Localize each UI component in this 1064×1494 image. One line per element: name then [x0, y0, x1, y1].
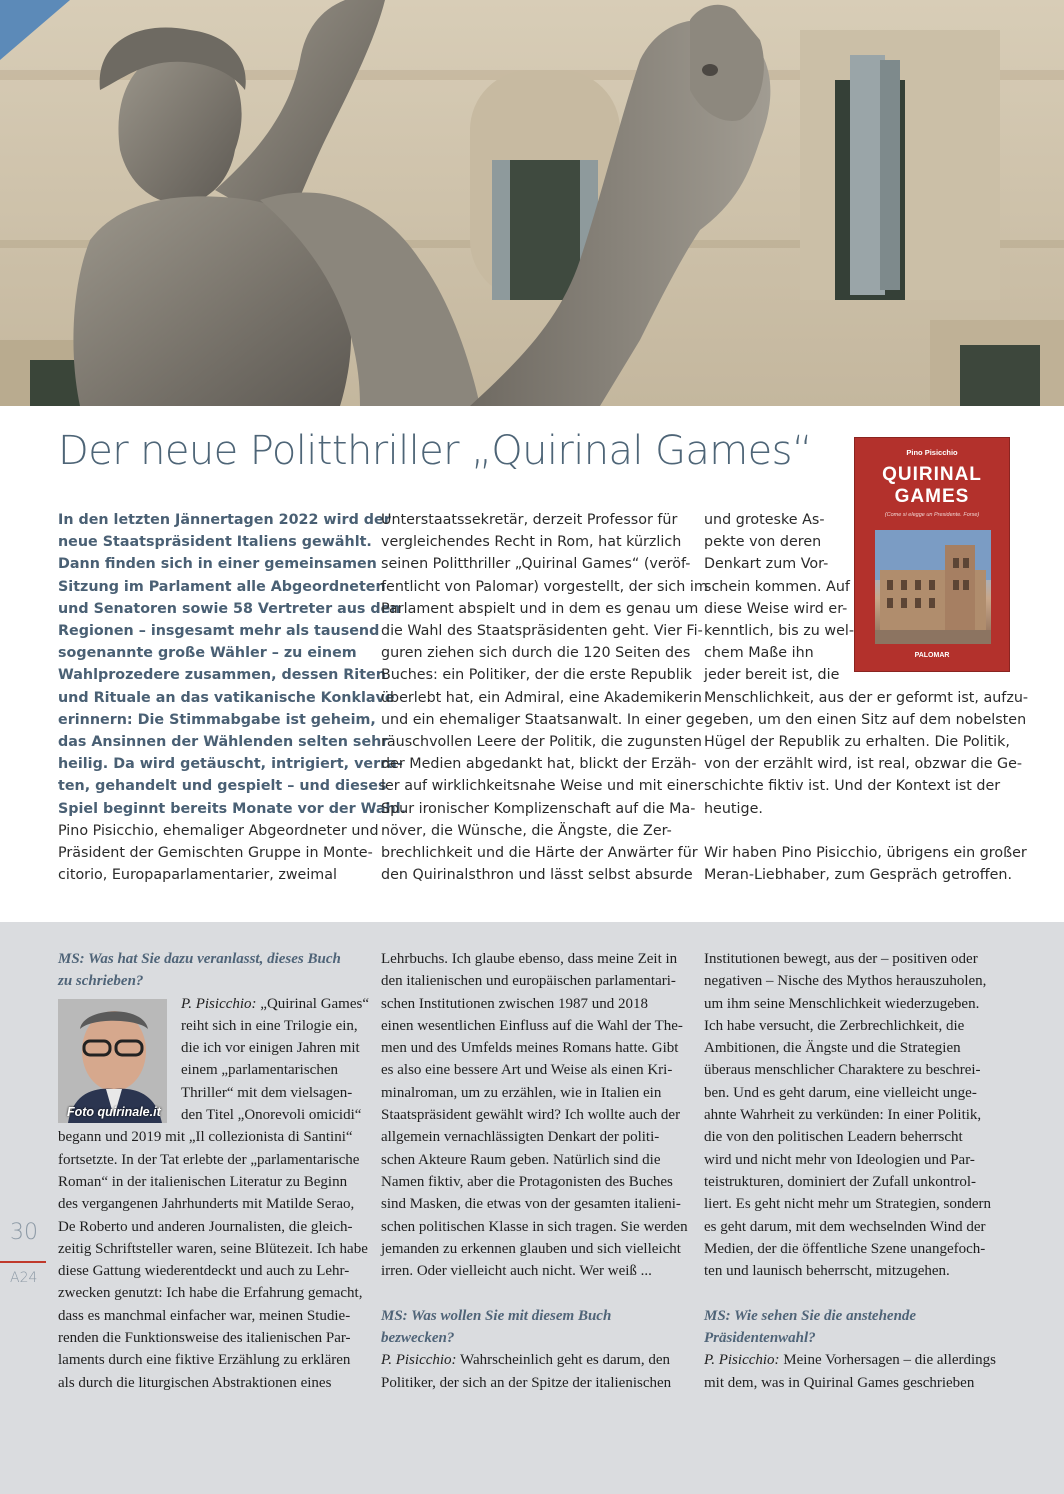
question-2-line: MS: Was wollen Sie mit diesem Buch: [381, 1307, 612, 1324]
intro-lead-line: erinnern: Die Stimmabgabe ist geheim,: [58, 711, 376, 728]
intro-text-line: und ein ehemaliger Staatsanwalt. In einer ge-: [381, 711, 709, 728]
answer-line: den italienischen und europäischen parlamentari-: [381, 973, 676, 990]
photo-credit: Foto quirinale.it: [67, 1105, 161, 1119]
intro-text-line: diese Weise wird er-: [704, 600, 848, 617]
answer-line: Politiker, der sich an der Spitze der italienischen: [381, 1374, 672, 1391]
answer-line: als durch die liturgischen Abstraktionen eines: [58, 1374, 332, 1391]
intro-column-1: [58, 509, 407, 886]
intro-lead-line: Wahlprozedere zusammen, dessen Riten: [58, 667, 386, 684]
intro-text-line: növer, die Wünsche, die Ängste, die Zer-: [381, 822, 672, 839]
answer-line: laments durch eine fiktive Erzählung zu erklären: [58, 1352, 351, 1369]
answer-line: des vergangenen Jahrhunderts mit Matilde Serao,: [58, 1196, 355, 1213]
answer-line: schen politischen Klasse in sich tragen. Sie werden: [381, 1218, 688, 1235]
intro-text-line: Buches: ein Politiker, der die erste Republik: [381, 667, 692, 684]
intro-text-line: Parlament abspielt und in dem es genau um: [381, 600, 699, 617]
answer-line: Institutionen bewegt, aus der – positiven oder: [704, 951, 978, 967]
intro-lead-line: und Senatoren sowie 58 Vertreter aus den: [58, 600, 401, 617]
intro-lead-line: In den letzten Jännertagen 2022 wird der: [58, 512, 391, 528]
page-rule: [0, 1261, 46, 1263]
intro-text-line: fentlicht von Palomar) vorgestellt, der sich im: [381, 578, 708, 595]
answer-line: schen Institutionen zwischen 1987 und 2018: [381, 995, 649, 1012]
intro-lead-line: sogenannte große Wähler – zu einem: [58, 645, 357, 662]
intro-text-line: kenntlich, bis zu wel-: [704, 623, 855, 640]
book-subtitle: (Come si elegge un Presidente. Forse): [884, 512, 980, 518]
intro-lead-line: heilig. Da wird getäuscht, intrigiert, verra-: [58, 756, 403, 773]
answer-line: teistrukturen, dominiert der Zufall unkontrol-: [704, 1173, 977, 1190]
answer-line: liert. Es geht nicht mehr um Strategien, sondern: [704, 1196, 992, 1213]
speaker-label: P. Pisicchio:: [381, 1352, 457, 1369]
intro-text-line: Spur ironischer Komplizenschaft auf die Ma-: [381, 800, 696, 817]
answer-line: Staatspräsident gewählt wird? Ich wollte auch der: [381, 1107, 681, 1124]
answer-line: fortsetzte. In der Tat erlebte der „parlamentarische: [58, 1151, 360, 1168]
answer-line: dass es manchmal einfacher war, meinen Studie-: [58, 1307, 351, 1324]
answer-line: jemanden zu erkennen glauben und sich vielleicht: [381, 1240, 681, 1257]
intro-text-line: überlebt hat, ein Admiral, eine Akademikerin: [381, 689, 702, 706]
question-1-line: MS: Was hat Sie dazu veranlasst, dieses Buch: [58, 951, 341, 967]
intro-text-line: Hügel der Republik zu erhalten. Die Politik,: [704, 734, 1010, 751]
answer-line: ahnte Wahrheit zu verkünden: In einer Politik,: [704, 1107, 982, 1124]
intro-lead-line: Sitzung im Parlament alle Abgeordneten: [58, 578, 386, 595]
answer-line: Thriller“ mit dem vielsagen-: [181, 1084, 353, 1101]
intro-text-line: vergleichendes Recht in Rom, hat kürzlich: [381, 534, 682, 551]
intro-text-line: citorio, Europaparlamentarier, zweimal: [58, 867, 337, 884]
intro-lead-line: Spiel beginnt bereits Monate vor der Wahl.: [58, 800, 407, 817]
intro-lead-line: ten, gehandelt und gespielt – und dieses: [58, 778, 387, 795]
answer-line: Roman“ in der italienischen Literatur zu Beginn: [58, 1173, 348, 1190]
intro-text-line: chem Maße ihn: [704, 645, 814, 662]
answer-line: Meine Vorhersagen – die allerdings: [783, 1352, 997, 1369]
intro-lead-line: das Ansinnen der Wählenden selten sehr: [58, 734, 389, 751]
answer-line: wird und nicht mehr von Ideologien und Par-: [704, 1151, 975, 1168]
answer-line: Namen fiktiv, aber die Protagonisten des Buches: [381, 1173, 673, 1190]
intro-text-line: schein kommen. Auf: [704, 578, 850, 595]
intro-text-line: Unterstaatssekretär, derzeit Professor für: [381, 512, 678, 528]
intro-column-2: [381, 509, 709, 886]
intro-text-line: pekte von deren: [704, 534, 822, 551]
answer-line: einem „parlamentarischen: [181, 1062, 339, 1079]
intro-text-line: Menschlichkeit, aus der er geformt ist, aufzu-: [704, 689, 1029, 706]
intro-text-line: jeder bereit ist, die: [704, 667, 840, 684]
answer-line: mit dem, was in Quirinal Games geschrieben: [704, 1374, 975, 1391]
intro-lead-line: Dann finden sich in einer gemeinsamen: [58, 556, 377, 573]
question-2-line: bezwecken?: [381, 1330, 455, 1347]
intro-text-line: Wir haben Pino Pisicchio, übrigens ein großer: [704, 845, 1027, 862]
answer-line: „Quirinal Games“: [260, 995, 370, 1012]
answer-line: einen wesentlichen Einfluss auf die Wahl der The-: [381, 1017, 683, 1034]
question-1-line: zu schrieben?: [58, 973, 144, 990]
intro-text-line: die Wahl des Staatspräsidenten geht. Vier Fi-: [381, 623, 703, 640]
intro-text-line: und groteske As-: [704, 512, 825, 528]
speaker-label: P. Pisicchio:: [181, 995, 257, 1012]
answer-line: Medien, der die öffentliche Szene unangefoch-: [704, 1240, 986, 1257]
answer-line: reiht sich in eine Trilogie ein,: [181, 1017, 358, 1034]
answer-line: Ich habe versucht, die Zerbrechlichkeit, die: [704, 1017, 965, 1034]
intro-text-line: von der erzählt wird, ist real, obzwar die Ge-: [704, 756, 1023, 773]
answer-line: die von den politischen Leadern beherrscht: [704, 1129, 963, 1146]
book-author: Pino Pisicchio: [906, 448, 958, 457]
book-publisher: PALOMAR: [914, 652, 950, 659]
answer-line: es also eine bessere Art und Weise als einen Kri-: [381, 1062, 673, 1079]
answer-line: ben. Und es geht darum, eine vielleicht unge-: [704, 1084, 977, 1101]
answer-line: um ihm seine Menschlichkeit wiederzugeben.: [704, 995, 980, 1012]
answer-line: diese Gattung wiederentdeckt und auch zu Lehr-: [58, 1263, 350, 1280]
answer-line: den Titel „Onorevoli omicidi“: [181, 1107, 362, 1124]
question-3-line: Präsidentenwahl?: [704, 1330, 816, 1347]
interview-column-2: [381, 948, 691, 1394]
answer-line: allgemein vernachlässigten Denkart der politi-: [381, 1129, 660, 1146]
intro-text-line: geben, um den einen Sitz auf dem nobelsten: [704, 711, 1027, 728]
answer-line: schen Akteure Raum geben. Natürlich sind die: [381, 1151, 661, 1168]
answer-line: es geht darum, mit dem wechselnden Wind der: [704, 1218, 986, 1235]
intro-text-line: Pino Pisicchio, ehemaliger Abgeordneter und: [58, 822, 379, 839]
intro-text-line: heutige.: [704, 800, 763, 817]
answer-line: Ambitionen, die Ängste und die Strategien: [704, 1040, 961, 1057]
intro-text-line: seinen Politthriller „Quirinal Games“ (veröf-: [381, 556, 691, 573]
answer-line: Wahrscheinlich geht es darum, den: [460, 1352, 671, 1369]
answer-line: zwecken genutzt: Ich habe die Erfahrung gemacht,: [58, 1285, 363, 1302]
answer-line: minalroman, um zu erzählen, wie in Italien ein: [381, 1084, 662, 1101]
intro-column-3: [704, 509, 1029, 886]
intro-text-line: Präsident der Gemischten Gruppe in Monte-: [58, 845, 373, 862]
answer-line: negativen – Nische des Mythos herauszuholen,: [704, 973, 987, 990]
book-title-line1: QUIRINAL: [882, 464, 982, 485]
interview-column-1: [58, 948, 368, 1394]
answer-line: De Roberto und anderen Journalisten, die gleich-: [58, 1218, 353, 1235]
intro-text-line: räuschvollen Leere der Politik, die zugunsten: [381, 734, 702, 751]
hero-photo: [0, 0, 1064, 406]
answer-line: renden die Funktionsweise des italienischen Par-: [58, 1330, 351, 1347]
page-code: A24: [10, 1270, 38, 1286]
intro-lead-line: Regionen – insgesamt mehr als tausend: [58, 623, 380, 640]
intro-text-line: ler auf wirklichkeitsnahe Weise und mit einer: [381, 778, 704, 795]
intro-text-line: brechlichkeit und die Härte der Anwärter für: [381, 845, 698, 862]
intro-lead-line: und Rituale an das vatikanische Konklave: [58, 689, 395, 706]
answer-line: die ich vor einigen Jahren mit: [181, 1040, 360, 1057]
answer-line: irren. Oder vielleicht auch nicht. Wer weiß ...: [381, 1263, 652, 1280]
answer-line: ten und launisch beherrscht, mitzugehen.: [704, 1263, 950, 1280]
statue-illustration: [0, 0, 1064, 406]
page-number: 30: [10, 1220, 38, 1245]
intro-text-line: den Quirinalsthron und lässt selbst absurde: [381, 867, 693, 884]
answer-line: begann und 2019 mit „Il collezionista di Santini“: [58, 1129, 353, 1146]
intro-text-line: Meran-Liebhaber, zum Gespräch getroffen.: [704, 867, 1013, 884]
answer-line: men und des Umfelds meines Romans hatte. Gibt: [381, 1040, 679, 1057]
intro-text-line: guren ziehen sich durch die 120 Seiten des: [381, 645, 691, 662]
answer-line: Lehrbuchs. Ich glaube ebenso, dass meine Zeit in: [381, 951, 678, 967]
answer-line: überaus menschlicher Charaktere zu beschrei-: [704, 1062, 981, 1079]
intro-text-line: der Medien abgedankt hat, blickt der Erzäh-: [381, 756, 697, 773]
interview-column-3: [704, 948, 1014, 1394]
article-title: Der neue Politthriller „Quirinal Games“: [58, 428, 813, 474]
intro-text-line: Denkart zum Vor-: [704, 556, 829, 573]
intro-text-line: schichte fiktiv ist. Und der Kontext ist der: [704, 778, 1001, 795]
intro-lead-line: neue Staatspräsident Italiens gewählt.: [58, 534, 372, 551]
book-title-line2: GAMES: [894, 486, 970, 507]
speaker-label: P. Pisicchio:: [704, 1352, 780, 1369]
answer-line: sind Masken, die etwas von der gesamten italieni-: [381, 1196, 681, 1213]
question-3-line: MS: Wie sehen Sie die anstehende: [704, 1307, 917, 1324]
answer-line: zeitig Schriftsteller waren, seine Blütezeit. Ich habe: [58, 1240, 368, 1257]
